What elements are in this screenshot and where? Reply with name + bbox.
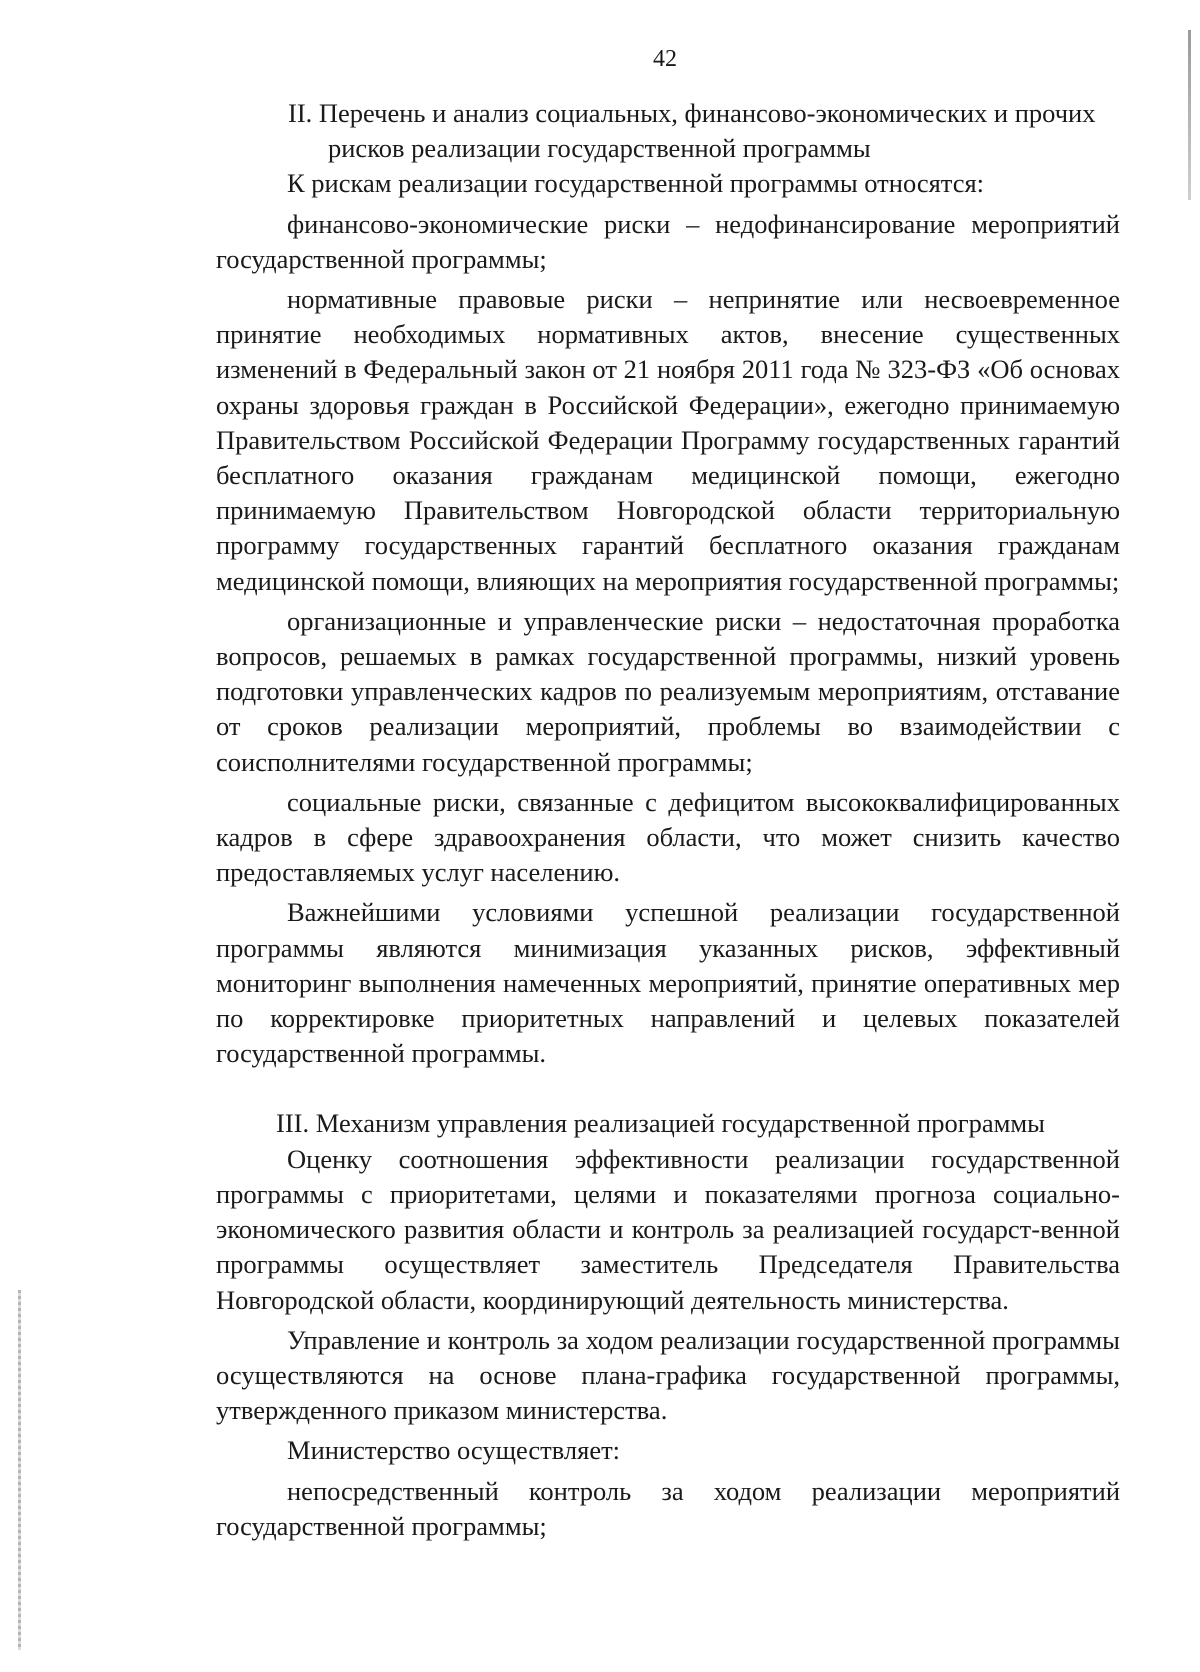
paragraph: нормативные правовые риски – непринятие или несвоевременное принятие необходимых нормативных актов, внесение существенных изменений в Федеральный закон от 21 ноября 2011 года № 323-ФЗ «Об основах охраны здоровья граждан в Российской Федерации», ежегодно принимаемую Правительством Российской Федерации Программу государственных гарантий бесплатного оказания гражданам медицинской помощи, ежегодно принимаемую Правительством Новгородской области территориальную программу государственных гарантий бесплатного оказания гражданам медицинской помощи, влияющих на мероприятия государственной программы; [216,284,1120,596]
page-number: 42 [653,46,677,72]
section-2-heading [216,96,1120,166]
section-2-heading-line-1: II. Перечень и анализ социальных, финансово-экономических и прочих [288,98,1096,128]
section-2-heading-line-2: рисков реализации государственной программы [328,133,871,164]
document-body [216,96,1120,1549]
paragraph: Важнейшими условиями успешной реализации государственной программы являются минимизация указанных рисков, эффективный мониторинг выполнения намеченных мероприятий, принятие оперативных мер по корректировке приоритетных направлений и целевых показателей государственной программы. [216,897,1120,1069]
scan-edge-mark-left [18,1290,21,1650]
paragraph: социальные риски, связанные с дефицитом высококвалифицированных кадров в сфере здравоохранения области, что может снизить качество предоставляемых услуг населению. [216,786,1120,888]
paragraph: финансово-экономические риски – недофинансирование мероприятий государственной программы; [216,208,1120,274]
paragraph: организационные и управленческие риски – недостаточная проработка вопросов, решаемых в рамках государственной программы, низкий уровень подготовки управленческих кадров по реализуемым мероприятиям, отставание от сроков реализации мероприятий, проблемы во взаимодействии с соисполнителями государственной программы; [216,605,1120,777]
paragraph: Управление и контроль за ходом реализации государственной программы осуществляются на основе плана-графика государственной программы, утвержденного приказом министерства. [216,1324,1120,1426]
paragraph: Министерство осуществляет: [287,1435,621,1466]
section-3-heading: III. Механизм управления реализацией государственной программы [276,1108,1045,1139]
paragraph: Оценку соотношения эффективности реализации государственной программы с приоритетами, целями и показателями прогноза социально-экономического развития области и контроль за реализацией государст-венной программы осуществляет заместитель Председателя Правительства Новгородской области, координирующий деятельность министерства. [216,1143,1120,1315]
paragraph: непосредственный контроль за ходом реализации мероприятий государственной программы; [216,1475,1120,1541]
paragraph: К рискам реализации государственной программы относятся: [287,168,985,199]
